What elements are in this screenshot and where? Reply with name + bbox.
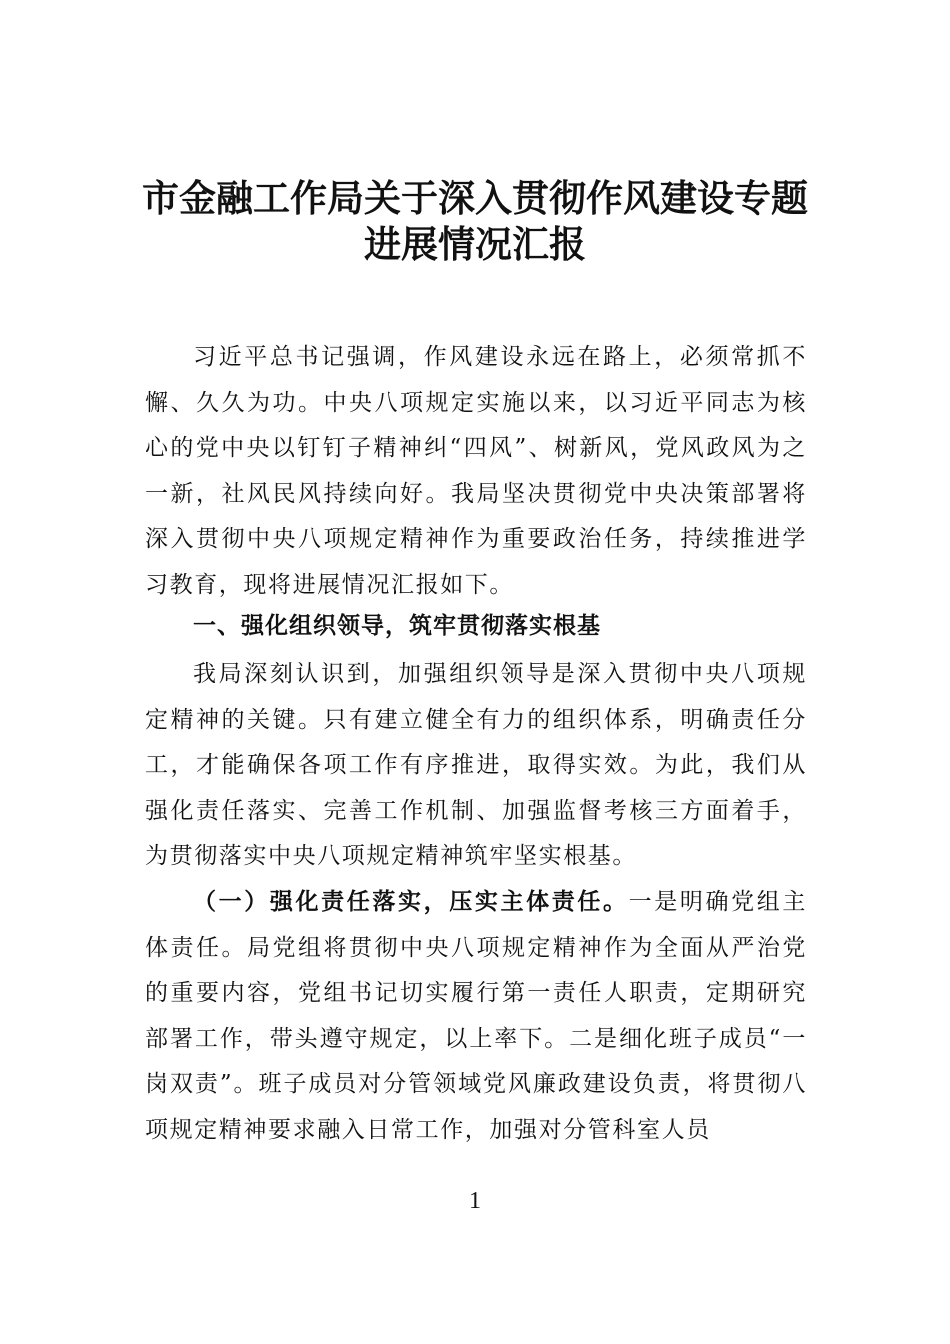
subsection-1-heading: （一）强化责任落实，压实主体责任。 — [193, 889, 629, 915]
subsection-1-paragraph — [145, 880, 807, 1153]
subsection-1-body: 一是明确党组主体责任。局党组将贯彻中央八项规定精神作为全面从严治党的重要内容，党组书记切实履行第一责任人职责，定期研究部署工作，带头遵守规定，以上率下。二是细化班子成员“一岗双责”。班子成员对分管领域党风廉政建设负责，将贯彻八项规定精神要求融入日常工作，加强对分管科室人员 — [145, 889, 807, 1143]
section-1-heading: 一、强化组织领导，筑牢贯彻落实根基 — [193, 613, 601, 639]
document-title-line-1: 市金融工作局关于深入贯彻作风建设专题 — [142, 176, 808, 220]
section-1-paragraph: 我局深刻认识到，加强组织领导是深入贯彻中央八项规定精神的关键。只有建立健全有力的组织体系，明确责任分工，才能确保各项工作有序推进，取得实效。为此，我们从强化责任落实、完善工作机制、加强监督考核三方面着手，为贯彻落实中央八项规定精神筑牢坚实根基。 — [145, 661, 807, 869]
intro-paragraph: 习近平总书记强调，作风建设永远在路上，必须常抓不懈、久久为功。中央八项规定实施以来，以习近平同志为核心的党中央以钉钉子精神纠“四风”、树新风，党风政风为之一新，社风民风持续向好。我局坚决贯彻党中央决策部署将深入贯彻中央八项规定精神作为重要政治任务，持续推进学习教育，现将进展情况汇报如下。 — [145, 344, 807, 598]
page-number: 1 — [469, 1188, 481, 1214]
document-title-line-2: 进展情况汇报 — [364, 222, 586, 266]
